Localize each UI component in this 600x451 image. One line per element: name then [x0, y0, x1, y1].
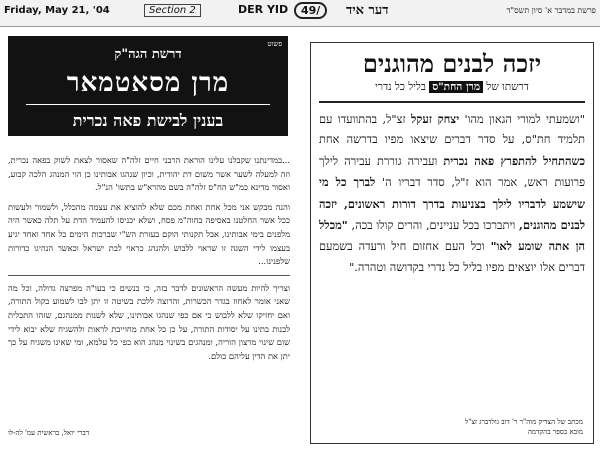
- right-body-bold: כשהתחיל להתפרץ פאה נכרית: [443, 153, 585, 168]
- right-body-bold: "מכלל הן אתה שומע לאו": [319, 218, 585, 254]
- right-article-body: [319, 109, 585, 278]
- left-headline: מרן מסאטמאר: [66, 68, 230, 98]
- left-article-body: [8, 154, 290, 369]
- left-paragraph-1: ...במדינתנו שקבלנו עלינו הוראת הרבני חיים זלה"ה שאסור לצאת לשוק בפאה נכרית, וזה למעלה לשער אשר משום דת יהודית, וכיון שנהגו אבותינו כן הוי המנהג הלכה קבוע, ואסור מדינא כמ"ש הח"ס זלה"ה בשם מהרא"ש בתשו' הנ"ל.: [8, 155, 290, 193]
- right-subtitle-pre: דרשתו של: [486, 81, 529, 93]
- left-box-label: פשוט: [267, 40, 282, 48]
- left-headline-box: [8, 36, 288, 136]
- right-body-text: זצ"ל, בהתוועדו עם תלמיד חת"ס, על סדר דברים שיצאו מפיו בדרשה אחת: [319, 113, 585, 147]
- header-section: Section 2: [144, 4, 201, 17]
- right-article: [310, 42, 594, 444]
- right-body-bold: יצחק זעקל: [411, 112, 460, 126]
- left-headline-subtitle: בענין לבישת פאה נכרית: [26, 104, 270, 131]
- header-title: DER YID: [238, 3, 289, 16]
- right-subtitle-post: בליל כל נדרי: [375, 81, 426, 93]
- right-subtitle-name: מרן החת"ס: [429, 81, 483, 93]
- right-body-text: ועבירה גוררת עבירה לילך פרועות ראש, אמר הוא ז"ל, סדר דבריו ה': [319, 154, 585, 190]
- page-header: [0, 0, 600, 27]
- right-footnote-line-1: מכתב של הצדיק מוה"ר ר' דוב גולדברג זצ"ל: [464, 418, 583, 426]
- header-hebrew-date: פרשת במדבר א' סיון תשס"ד: [506, 6, 596, 15]
- right-body-bold: לברך כל מי שישמע לדבריו לילך בצניעות בדרך דורות ראשונים, יזכה לבנים מהוגנים,: [319, 175, 585, 233]
- left-paragraph-2: והנה מבקש אני מכל אחת ואחת מכם שלא להוציא את עצמה מהכלל, ולשמור ולעשות ככל אשר החלטנו באסיפה בחוה"מ פסח, ושלא יכניסו להעמיד הדת על תלה כאשר היה מלפנים בימי אבותינו, אבל תקנותי הוקם בעזרת הש"י שברכות הימים כל אחד ואחד יגיע בעצמו לידי השגה זו שראוי ללבוש ולהנהג כראוי לבת ישראל וכאשר הנהיגו כדורות שלפנינו...: [8, 201, 290, 267]
- header-page-number: 49/: [294, 2, 327, 19]
- left-divider: [8, 275, 290, 276]
- right-body-text: וכל העם אחזום חיל ורעדה בשמעם דברים אלו יוצאים מפיו בליל כל נדרי בקדושה וטהרה.": [319, 240, 585, 274]
- right-body-text: "ושמעתי למורי הגאון מהו': [459, 113, 585, 126]
- right-body-text: ויתברכו בכל עניינים, והרים קולו בכה,: [347, 219, 520, 233]
- header-date: Friday, May 21, '04: [4, 5, 110, 16]
- right-footnote-line-2: מובא בספר בהקדמה: [527, 428, 583, 436]
- left-paragraph-3: וצריך להיות מעשה הראשונים לדבר בזה, כי בנשים כי בעו"ה מפרצה גדולה, וכל מה שאני אומר לאחוז בגדר הכשרות, והרוצה ללכת בשיטה זו יתן לבו לשמוע בקול התורה, ואם יחזיקו שלא ללבוש כי אם כפי שנהגו אבותינו, שלא לשנות ממנהגם, שזהו התכלית לבנות בתינו על יסודות התורה, על כן כל אחת מחוייבת לראות ולהשגיח שלא יבוא לידי שום שינוי מרצון הוריה, ומנהגים בשינוי מנהג הוא כפי כל עלמא, ומי שאינו משגיח על כך יתן את הדין עליהם כולם.: [8, 282, 290, 361]
- header-hebrew-title: דער איד: [346, 3, 389, 18]
- left-article: [0, 28, 298, 451]
- right-divider: [319, 101, 585, 103]
- right-footnote: [465, 417, 583, 437]
- right-subtitle: [311, 81, 593, 93]
- left-headline-kicker: דרשת הגה"ק: [114, 47, 182, 62]
- right-headline: יזכה לבנים מהוגנים: [362, 49, 542, 78]
- left-source-citation: דברי יואל, בראשית עמ' לה-לו: [8, 429, 90, 437]
